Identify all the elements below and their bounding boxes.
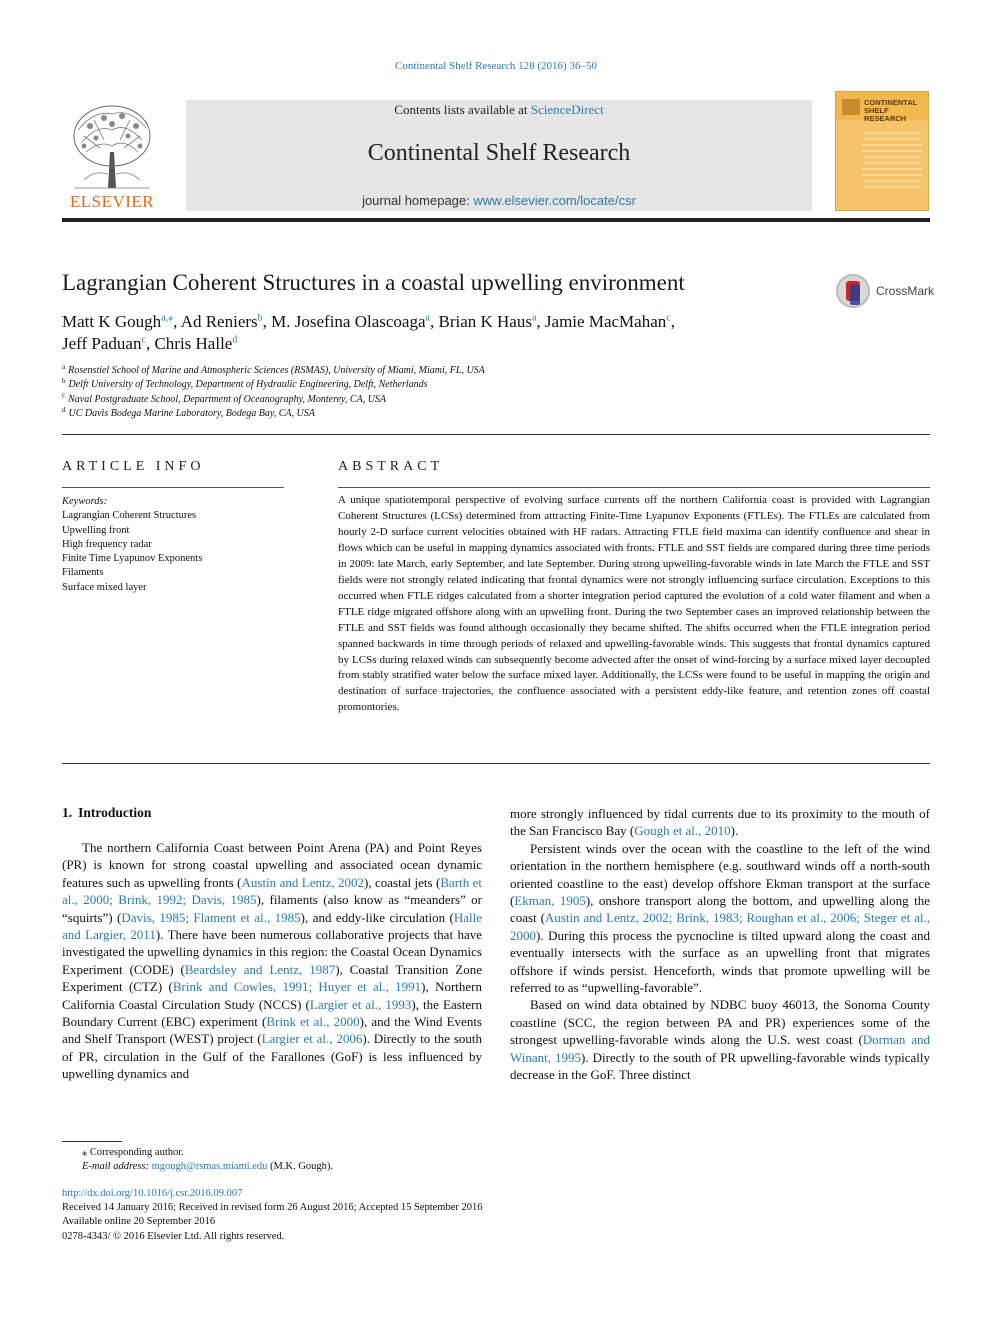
publication-info [62, 1187, 662, 1244]
divider [62, 487, 284, 488]
divider [62, 763, 930, 764]
author[interactable]: Jamie MacMahan$^c$, [544, 312, 675, 331]
citation-link[interactable]: Largier et al., 1993 [309, 996, 412, 1012]
author-sup[interactable]: a [425, 312, 430, 324]
keywords-block [62, 495, 292, 595]
citation-link[interactable]: Dorman and Winant, 1995 [510, 1032, 930, 1065]
received-dates: Received 14 January 2016; Received in revised form 26 August 2016; Accepted 15 September 2016 [62, 1202, 483, 1214]
author-sup[interactable]: a [531, 312, 537, 324]
author-sup[interactable]: b [257, 312, 263, 324]
abstract-text: A unique spatiotemporal perspective of evolving surface currents off the northern California coast is provided with Lagrangian Coherent Structures (LCSs) determined from attracting Finite-Time Lyapunov Exponents (FTLEs). The FTLEs are calculated from hourly 2-D surface current velocities obtained with HF radars. Attracting FTLE field maxima can identify confluence and shear in flows which can be useful in mapping dynamics associated with fronts. FTLE and SST fields are compared during three time periods in 2009: late March, early September, and late September. During strong upwelling-favorable winds in late March the FTLE and SST fields were not strongly related indicating that frontal dynamics were not strongly influencing surface circulation. Exceptions to this occurred when FTLE ridges calculated from a shorter integration period captured the evolution of a cold water filament and when a FTLE ridge migrated offshore along with an upwelling front. During the two September cases an improved relationship between the FTLE and SST fields was found although occasionally they became shifted. The shifts occurred when the FTLE integration period spanned backwards in time through periods of relaxed and upwelling-favorable winds. This suggests that frontal dynamics captured by LCSs during relaxed winds can subsequently become advected after the onset of wind-forcing by a surface mixed layer decoupled from stably stratified water below the surface mixed layer. Additionally, the LCSs were found to be useful in mapping the origin and destination of surface trajectories, the confluence associated with a persistent eddy-like feature, and retention zones off coastal promontories. [338, 494, 930, 714]
body-column-right [510, 805, 930, 1084]
keyword: Finite Time Lyapunov Exponents [62, 553, 203, 565]
author[interactable]: Matt K Gough$^{a,⁎}$, [62, 312, 181, 331]
paragraph: Persistent winds over the ocean with the coastline to the left of the wind orientation in the northern hemisphere (e.g. southward winds off a north-south oriented coastline to the east) develop offshore Ekman transport at the surface (Ekman, 1905), onshore transport along the bottom, and upwelling along the coast (Austin and Lentz, 2002; Brink, 1983; Roughan et al., 2006; Steger et al., 2000). During this process the pycnocline is tilted upward along the coast and eventually intersects with the surface as an upwelling front that migrates offshore if winds persist. Henceforth, winds that promote upwelling will be referred to as “upwelling-favorable”. [510, 840, 930, 996]
sciencedirect-link[interactable]: ScienceDirect [530, 102, 604, 117]
contents-prefix: Contents lists available at [394, 102, 531, 117]
affiliation: $^c$ Naval Postgraduate School, Department of Oceanography, Monterey, CA, USA [62, 391, 387, 405]
paragraph: more strongly influenced by tidal currents due to its proximity to the mouth of the San Francisco Bay (Gough et al., 2010). [510, 806, 930, 839]
divider [338, 487, 930, 488]
elsevier-wordmark: ELSEVIER [69, 192, 155, 211]
citation-link[interactable]: Brink et al., 2000 [266, 1014, 360, 1030]
journal-masthead [186, 100, 812, 211]
author-sup[interactable]: d [232, 334, 238, 346]
header-divider [62, 218, 930, 222]
keyword: High frequency radar [62, 538, 152, 550]
affiliation: $^b$ Delft University of Technology, Department of Hydraulic Engineering, Delft, Netherlands [62, 377, 428, 391]
abstract-heading: ABSTRACT [338, 459, 444, 474]
citation-link[interactable]: Largier et al., 2006 [261, 1031, 363, 1047]
author[interactable]: Chris Halle$^d$ [154, 334, 238, 353]
email-link[interactable]: mgough@rsmas.miami.edu [151, 1161, 268, 1172]
affiliation: $^d$ UC Davis Bodega Marine Laboratory, Bodega Bay, CA, USA [62, 405, 315, 420]
cover-logo-icon [842, 99, 860, 115]
corresponding-author-note: ⁎ Corresponding author. [82, 1147, 184, 1158]
crossmark-icon [836, 274, 870, 308]
author[interactable]: Brian K Haus$^a$, [438, 312, 545, 331]
citation-link[interactable]: Beardsley and Lentz, 1987 [184, 961, 336, 977]
journal-citation[interactable]: Continental Shelf Research 128 (2016) 36–50 [395, 60, 597, 72]
footnote [62, 1146, 662, 1174]
citation-link[interactable]: Halle and Largier, 2011 [62, 909, 483, 943]
cover-title-line-1: CONTINENTAL [864, 98, 918, 107]
journal-cover-thumbnail[interactable] [835, 91, 929, 211]
homepage-line [186, 193, 812, 208]
keyword: Lagrangian Coherent Structures [62, 510, 197, 522]
elsevier-tree-icon [64, 100, 160, 192]
section-title: Introduction [78, 805, 152, 820]
keyword: Filaments [62, 567, 104, 579]
elsevier-logo[interactable] [62, 100, 162, 212]
journal-title: Continental Shelf Research [367, 140, 631, 166]
homepage-prefix: journal homepage: [362, 193, 474, 208]
citation-link[interactable]: Barth et al., 2000; Brink, 1992; Davis, 1985 [62, 874, 482, 908]
section-heading-introduction [62, 805, 151, 821]
article-info-heading: ARTICLE INFO [62, 459, 205, 474]
homepage-link[interactable]: www.elsevier.com/locate/csr [473, 193, 636, 208]
citation-link[interactable]: Gough et al., 2010 [634, 823, 731, 839]
author[interactable]: Jeff Paduan$^c$, [62, 334, 155, 353]
citation-link[interactable]: Davis, 1985; Flament et al., 1985 [121, 909, 301, 925]
author[interactable]: M. Josefina Olascoaga$^a$, [271, 312, 439, 331]
affiliation: $^a$ Rosenstiel School of Marine and Atmospheric Sciences (RSMAS), University of Miami, Miami, FL, USA [62, 362, 485, 376]
paragraph: The northern California Coast between Point Arena (PA) and Point Reyes (PR) is known for strong coastal upwelling and associated ocean dynamic features such as upwelling fronts (Austin and Lentz, 2002), coastal jets (Barth et al., 2000; Brink, 1992; Davis, 1985), filaments (also know as “meanders” or “squirts”) (Davis, 1985; Flament et al., 1985), and eddy-like circulation (Halle and Largier, 2011). There have been numerous collaborative projects that have investigated the upwelling dynamics in this region: the Coastal Ocean Dynamics Experiment (CODE) (Beardsley and Lentz, 1987), Coastal Transition Zone Experiment (CTZ) (Brink and Cowles, 1991; Huyer et al., 1991), Northern California Coastal Circulation Study (NCCS) (Largier et al., 1993), the Eastern Boundary Current (EBC) experiment (Brink et al., 2000), and the Wind Events and Shelf Transport (WEST) project (Largier et al., 2006). Directly to the south of PR, circulation in the Gulf of the Farallones (GoF) is less influenced by upwelling dynamics and [62, 840, 483, 1082]
footnote-divider [62, 1141, 122, 1142]
section-number: 1. [62, 805, 73, 820]
crossmark-badge[interactable] [836, 274, 935, 310]
cover-title [864, 99, 928, 123]
citation-link[interactable]: Austin and Lentz, 2002 [241, 874, 365, 890]
paragraph: Based on wind data obtained by NDBC buoy 46013, the Sonoma County coastline (SCC, the region between PA and PR) experiences some of the strongest upwelling-favorable winds along the U.S. west coast (Dorman and Winant, 1995). Directly to the south of PR upwelling-favorable winds typically decrease in the GoF. Three distinct [510, 997, 931, 1083]
author-list [62, 311, 822, 355]
author-sup[interactable]: a,⁎ [161, 312, 174, 324]
online-date: Available online 20 September 2016 [62, 1216, 216, 1228]
body-column-left [62, 839, 482, 1083]
affiliations [62, 364, 922, 422]
crossmark-label: CrossMark [876, 284, 935, 298]
copyright: 0278-4343/ © 2016 Elsevier Ltd. All rights reserved. [62, 1230, 285, 1242]
author-sup[interactable]: c [666, 312, 671, 324]
author[interactable]: Ad Reniers$^b$, [180, 312, 272, 331]
citation-link[interactable]: Brink and Cowles, 1991; Huyer et al., 1991 [172, 979, 422, 995]
keyword: Surface mixed layer [62, 581, 147, 593]
author-sup[interactable]: c [141, 334, 146, 346]
paper-title: Lagrangian Coherent Structures in a coastal upwelling environment [62, 270, 685, 295]
cover-pattern [862, 132, 922, 192]
contents-line [186, 102, 812, 118]
divider [62, 434, 930, 435]
keywords-label: Keywords: [62, 496, 108, 507]
email-note: E-mail address: mgough@rsmas.miami.edu (M.K. Gough). [82, 1161, 334, 1172]
citation-link[interactable]: Austin and Lentz, 2002; Brink, 1983; Roughan et al., 2006; Steger et al., 2000 [510, 910, 930, 943]
doi-link[interactable]: http://dx.doi.org/10.1016/j.csr.2016.09.007 [62, 1188, 243, 1199]
cover-title-line-2: SHELF RESEARCH [864, 106, 907, 123]
citation-link[interactable]: Ekman, 1905 [514, 893, 586, 909]
keyword: Upwelling front [62, 524, 130, 536]
